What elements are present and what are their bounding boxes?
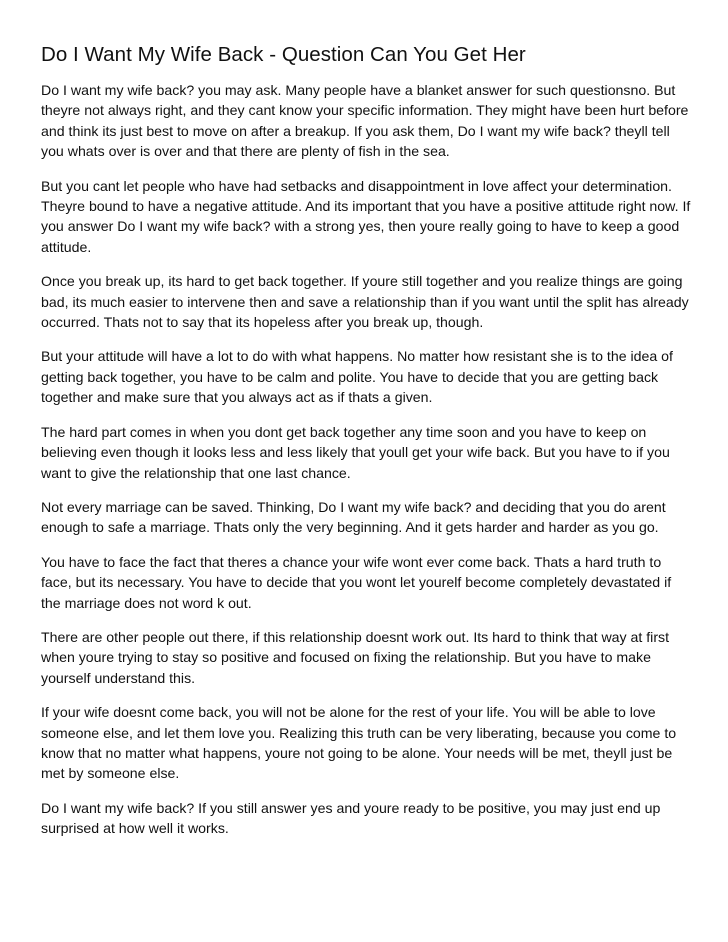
paragraph-2: But you cant let people who have had setbacks and disappointment in love affect your determination. Theyre bound to have a negative attitude. And its important that you have a positive attitude right now. If you answer Do I want my wife back? with a strong yes, then youre really going to have to keep a good attitude. (41, 177, 691, 255)
document-title: Do I Want My Wife Back - Question Can You Get Her (41, 43, 526, 66)
paragraph-7: You have to face the fact that theres a chance your wife wont ever come back. Thats a hard truth to face, but its necessary. You have to decide that you wont let yourelf become completely devastated if the marriage does not word k out. (41, 553, 672, 611)
paragraph-3: Once you break up, its hard to get back together. If youre still together and you realize things are going bad, its much easier to intervene then and save a relationship than if you want until the split has already occurred. Thats not to say that its hopeless after you break up, though. (41, 273, 689, 331)
paragraph-4: But your attitude will have a lot to do with what happens. No matter how resistant she is to the idea of getting back together, you have to be calm and polite. You have to decide that you are getting back together and make sure that you always act as if thats a given. (41, 348, 673, 406)
document-page (41, 42, 693, 853)
paragraph-1: Do I want my wife back? you may ask. Many people have a blanket answer for such questionsno. But theyre not always right, and they cant know your specific information. They might have been hurt before and think its just best to move on after a breakup. If you ask them, Do I want my wife back? theyll tell you whats over is over and that there are plenty of fish in the sea. (41, 82, 689, 160)
paragraph-10: Do I want my wife back? If you still answer yes and youre ready to be positive, you may just end up surprised at how well it works. (41, 799, 661, 837)
paragraph-8: There are other people out there, if this relationship doesnt work out. Its hard to think that way at first when youre trying to stay so positive and focused on fixing the relationship. But you have to make yourself understand this. (41, 628, 670, 686)
paragraph-5: The hard part comes in when you dont get back together any time soon and you have to keep on believing even though it looks less and less likely that youll get your wife back. But you have to if you want to give the relationship that one last chance. (41, 423, 670, 481)
paragraph-9: If your wife doesnt come back, you will not be alone for the rest of your life. You will be able to love someone else, and let them love you. Realizing this truth can be very liberating, because you come to know that no matter what happens, youre not going to be alone. Your needs will be met, theyll just be met by someone else. (41, 704, 677, 782)
paragraph-6: Not every marriage can be saved. Thinking, Do I want my wife back? and deciding that you do arent enough to safe a marriage. Thats only the very beginning. And it gets harder and harder as you go. (41, 498, 666, 536)
